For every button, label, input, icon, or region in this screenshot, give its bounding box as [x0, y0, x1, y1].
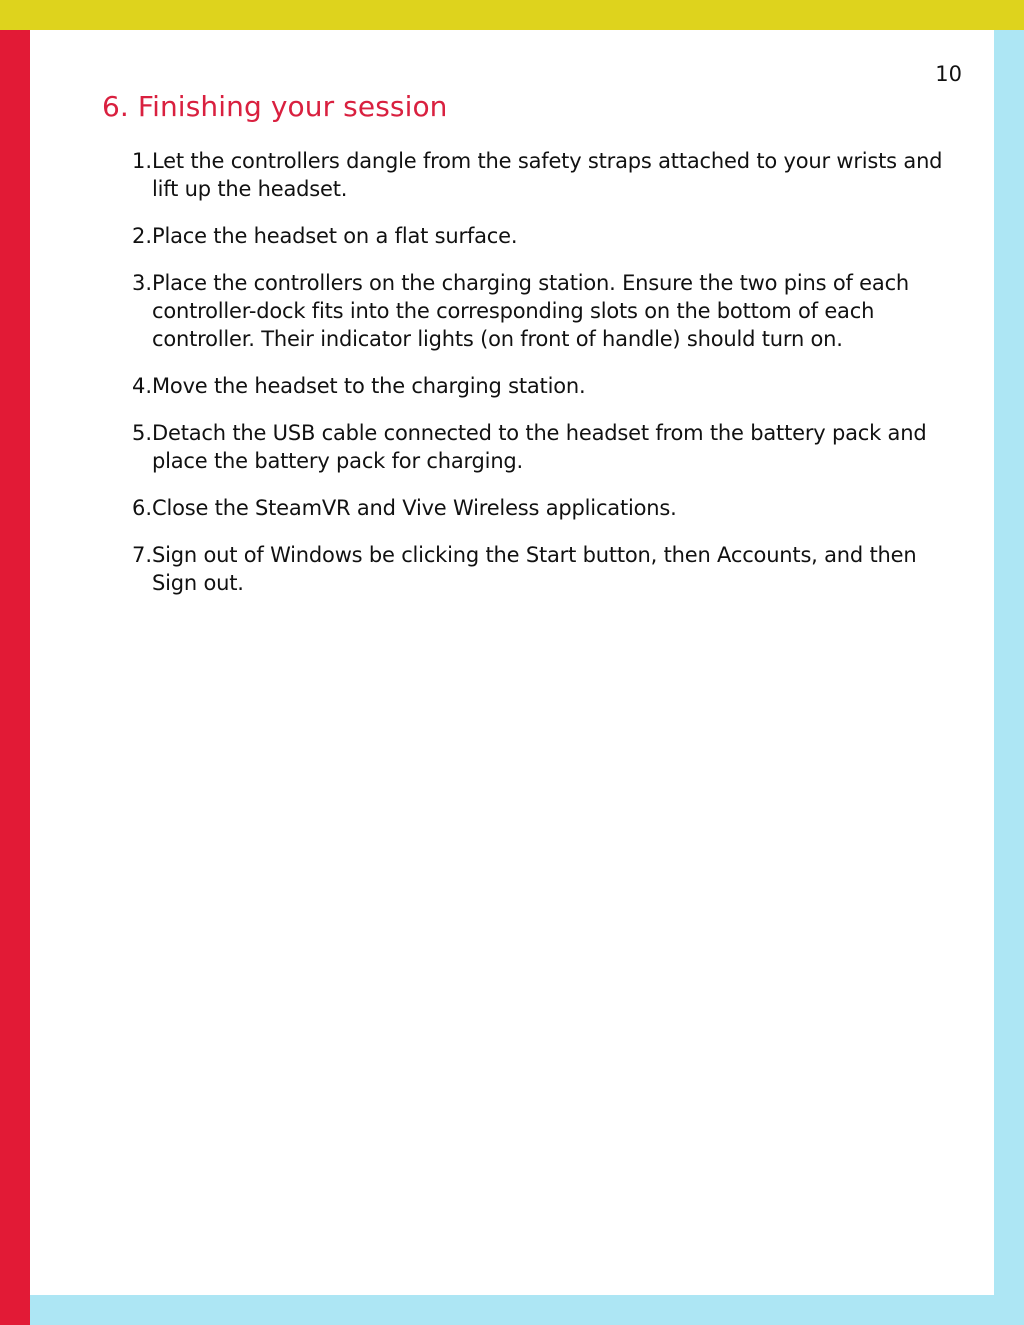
- list-item: [118, 494, 964, 522]
- list-item: [118, 147, 964, 203]
- right-border-band: [994, 30, 1024, 1325]
- top-border-band: [0, 0, 1024, 30]
- steps-list: [118, 147, 964, 616]
- step-number: 7.: [131, 543, 152, 567]
- step-text: Detach the USB cable connected to the headset from the battery pack and place the battery pack for charging.: [152, 421, 927, 473]
- page-number: 10: [935, 62, 962, 86]
- step-number: 6.: [131, 496, 152, 520]
- step-text: Close the SteamVR and Vive Wireless applications.: [152, 496, 677, 520]
- step-number: 3.: [131, 271, 152, 295]
- bottom-border-band: [30, 1295, 994, 1325]
- step-text: Place the headset on a flat surface.: [152, 224, 518, 248]
- step-text: Place the controllers on the charging station. Ensure the two pins of each controller-dock fits into the corresponding slots on the bottom of each controller. Their indicator lights (on front of handle) should turn on.: [152, 271, 910, 351]
- step-text: Let the controllers dangle from the safety straps attached to your wrists and lift up the headset.: [152, 149, 943, 201]
- list-item: [118, 269, 964, 353]
- step-number: 2.: [131, 224, 152, 248]
- list-item: [118, 541, 964, 597]
- step-number: 4.: [131, 374, 152, 398]
- step-text: Sign out of Windows be clicking the Start button, then Accounts, and then Sign out.: [152, 543, 917, 595]
- list-item: [118, 222, 964, 250]
- step-text: Move the headset to the charging station.: [152, 374, 586, 398]
- step-number: 1.: [131, 149, 152, 173]
- list-item: [118, 372, 964, 400]
- step-number: 5.: [131, 421, 152, 445]
- list-item: [118, 419, 964, 475]
- left-border-band: [0, 30, 30, 1325]
- section-title: 6. Finishing your session: [102, 90, 448, 123]
